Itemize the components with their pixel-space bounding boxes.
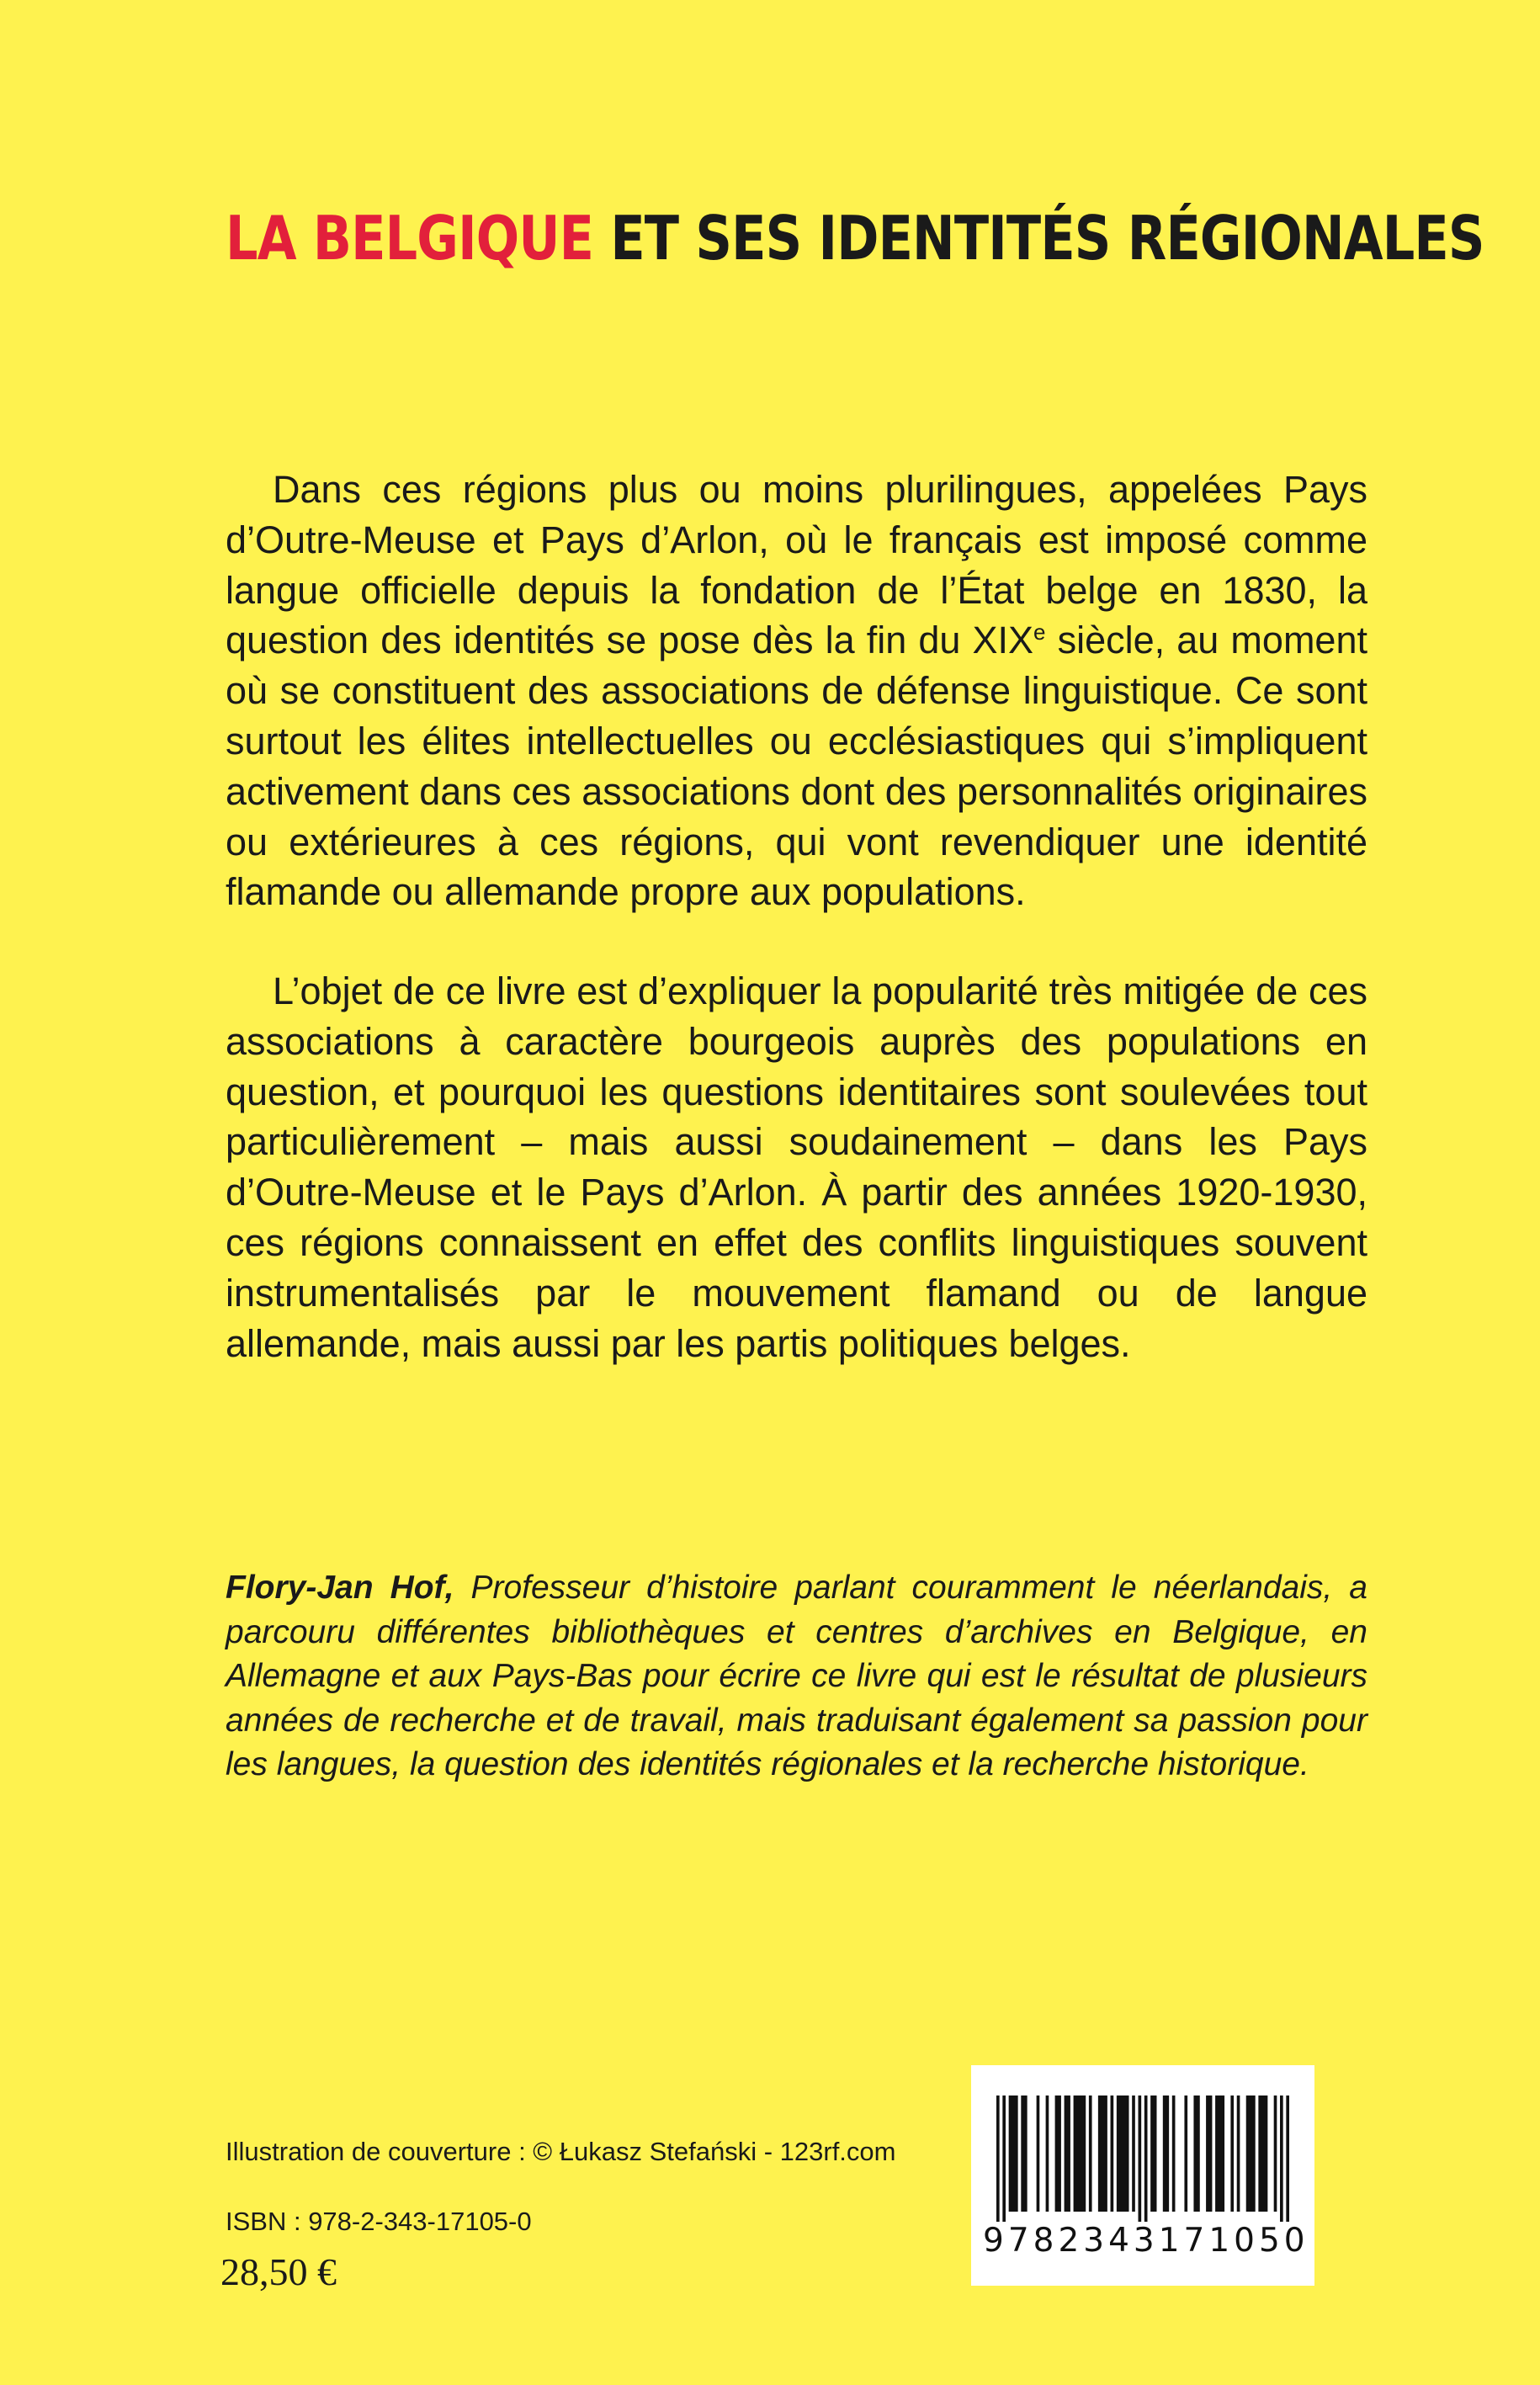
book-title: [226, 200, 1484, 276]
barcode-bar: [1111, 2096, 1114, 2212]
barcode-bar: [1046, 2096, 1049, 2212]
barcode-digits: 9782343171050: [983, 2222, 1309, 2260]
barcode-bar: [1065, 2096, 1070, 2212]
barcode-bar: [1089, 2096, 1092, 2212]
barcode-bar: [1230, 2096, 1234, 2212]
barcode-bar: [1132, 2096, 1135, 2212]
barcode-bar: [1074, 2096, 1086, 2212]
barcode-bar: [1172, 2096, 1176, 2212]
barcode-bar: [1144, 2096, 1148, 2222]
synopsis-paragraph-2: [226, 966, 1367, 1368]
barcode-bar: [1184, 2096, 1187, 2212]
barcode-bar: [1286, 2096, 1289, 2222]
para1-text-a: Dans ces régions plus ou moins plurilingues, appelées Pays d’Outre-Meuse et Pays d’Arlon, où le français est imposé comme langue officielle depuis la fondation de l’État belge en 1830, la question des identités se pose dès la fin du XIX: [226, 468, 1367, 662]
illustration-credit: Illustration de couverture : © Łukasz Stefański - 123rf.com: [226, 2137, 896, 2166]
barcode-bar: [1139, 2096, 1142, 2222]
barcode-bar: [1280, 2096, 1283, 2222]
barcode-bar: [1117, 2096, 1129, 2212]
superscript-e: e: [1033, 619, 1046, 645]
barcode-bar: [1002, 2096, 1006, 2222]
barcode-bar: [1163, 2096, 1169, 2212]
author-name: Flory-Jan Hof,: [226, 1570, 454, 1606]
barcode-bar: [1009, 2096, 1018, 2212]
barcode-bar: [1237, 2096, 1240, 2212]
barcode-bar: [1098, 2096, 1107, 2212]
barcode-bars: [996, 2096, 1289, 2222]
para2-text: L’objet de ce livre est d’expliquer la popularité très mitigée de ces associations à caractère bourgeois auprès des populations en question, et pourquoi les questions identitaires sont soulevées tout particulièrement – mais aussi soudainement – dans les Pays d’Outre-Meuse et le Pays d’Arlon. À partir des années 1920-1930, ces régions connaissent en effet des conflits linguistiques souvent instrumentalisés par le mouvement flamand ou de langue allemande, mais aussi par les partis politiques belges.: [226, 969, 1367, 1365]
author-bio-text: Professeur d’histoire parlant couramment le néerlandais, a parcouru différentes bibliothèques et centres d’archives en Belgique, en Allemagne et aux Pays-Bas pour écrire ce livre qui est le résultat de plusieurs années de recherche et de travail, mais traduisant également sa passion pour les langues, la question des identités régionales et la recherche historique.: [226, 1570, 1367, 1782]
barcode-bar: [1215, 2096, 1224, 2212]
barcode-bar: [1150, 2096, 1156, 2212]
barcode-bar: [1246, 2096, 1256, 2212]
barcode-bar: [1274, 2096, 1277, 2212]
barcode-bar: [1037, 2096, 1040, 2212]
title-rest: ET SES IDENTITÉS RÉGIONALES: [593, 203, 1484, 274]
para1-text-b: siècle, au moment où se constituent des associations de défense linguistique. Ce sont surtout les élites intellectuelles ou ecclésiastiques qui s’impliquent activement dans ces associations dont des personnalités originaires ou extérieures à ces régions, qui vont revendiquer une identité flamande ou allemande propre aux populations.: [226, 619, 1367, 914]
barcode-bar: [996, 2096, 1000, 2222]
barcode-bar: [1055, 2096, 1061, 2212]
price: 28,50 €: [220, 2250, 337, 2293]
barcode-bar: [1021, 2096, 1027, 2212]
barcode-bar: [1258, 2096, 1267, 2212]
isbn: ISBN : 978-2-343-17105-0: [226, 2207, 532, 2236]
title-highlight: LA BELGIQUE: [226, 203, 594, 274]
barcode-bar: [1206, 2096, 1212, 2212]
author-bio: [226, 1566, 1367, 1787]
barcode: [971, 2065, 1314, 2286]
synopsis-paragraph-1: [226, 465, 1367, 917]
barcode-bar: [1193, 2096, 1199, 2212]
